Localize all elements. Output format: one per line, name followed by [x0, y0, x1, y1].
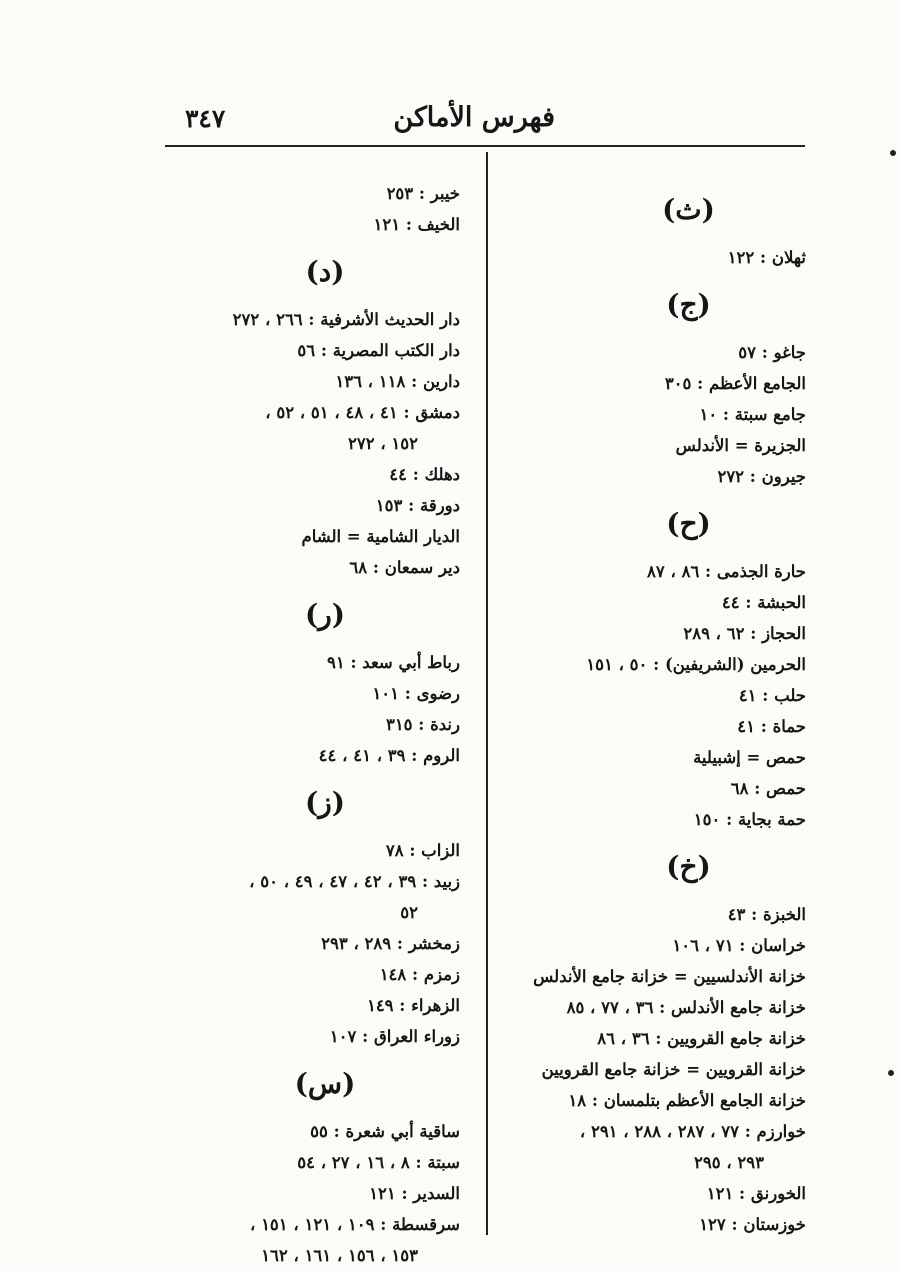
- index-entry: سبتة : ٨ ، ١٦ ، ٢٧ ، ٥٤: [297, 1153, 460, 1172]
- index-entry-continuation: ٢٩٣ ، ٢٩٥: [693, 1153, 764, 1172]
- index-entry: دارين : ١١٨ ، ١٣٦: [335, 372, 460, 391]
- page-header: [165, 100, 805, 142]
- index-entry: ثهلان : ١٢٢: [727, 248, 806, 267]
- section-letter: (ث): [662, 193, 715, 226]
- section-letter: (د): [305, 255, 345, 288]
- index-entry: زبيد : ٣٩ ، ٤٢ ، ٤٧ ، ٤٩ ، ٥٠ ،: [249, 872, 460, 891]
- index-entry: خزانة جامع الأندلس : ٣٦ ، ٧٧ ، ٨٥: [566, 998, 806, 1017]
- section-letter: (س): [294, 1067, 356, 1100]
- index-entry: خوزستان : ١٢٧: [699, 1215, 806, 1234]
- page-number: ٣٤٧: [185, 104, 226, 133]
- index-entry: الجامع الأعظم : ٣٠٥: [664, 374, 806, 393]
- index-entry: الخبزة : ٤٣: [727, 905, 806, 924]
- section-letter: (خ): [666, 850, 711, 883]
- index-entry-continuation: ١٥٢ ، ٢٧٢: [347, 434, 418, 453]
- column-divider: [486, 152, 488, 1235]
- index-entry: زمزم : ١٤٨: [379, 965, 460, 984]
- index-entry: رندة : ٣١٥: [385, 715, 460, 734]
- index-entry: الخيف : ١٢١: [373, 215, 460, 234]
- index-entry-continuation: ٥٢: [400, 903, 418, 922]
- index-entry: رباط أبي سعد : ٩١: [326, 653, 460, 672]
- scan-speck: [888, 1070, 894, 1076]
- index-entry: حمص : ٦٨: [730, 779, 806, 798]
- index-entry: خزانة الجامع الأعظم بتلمسان : ١٨: [568, 1091, 806, 1110]
- index-entry: دار الحديث الأشرفية : ٢٦٦ ، ٢٧٢: [232, 310, 460, 329]
- header-rule: [165, 145, 805, 147]
- index-entry: الروم : ٣٩ ، ٤١ ، ٤٤: [318, 746, 460, 765]
- index-entry: حماة : ٤١: [737, 717, 806, 736]
- index-entry: خيبر : ٢٥٣: [386, 184, 460, 203]
- page-title: فهرس الأماكن: [393, 102, 555, 133]
- index-entry: الخورنق : ١٢١: [706, 1184, 806, 1203]
- index-entry: خوارزم : ٧٧ ، ٢٨٧ ، ٢٨٨ ، ٢٩١ ،: [579, 1122, 806, 1141]
- index-entry: دورقة : ١٥٣: [375, 496, 460, 515]
- index-entry: حمة بجاية : ١٥٠: [693, 810, 806, 829]
- index-entry: دهلك : ٤٤: [389, 465, 460, 484]
- index-entry: الزهراء : ١٤٩: [366, 996, 460, 1015]
- index-entry: زوراء العراق : ١٠٧: [329, 1027, 460, 1046]
- index-entry: دمشق : ٤١ ، ٤٨ ، ٥١ ، ٥٢ ،: [265, 403, 460, 422]
- index-entry: خراسان : ٧١ ، ١٠٦: [672, 936, 806, 955]
- index-entry: زمخشر : ٢٨٩ ، ٢٩٣: [321, 934, 460, 953]
- index-entry: حلب : ٤١: [738, 686, 806, 705]
- section-letter: (ج): [666, 288, 711, 321]
- index-entry: جيرون : ٢٧٢: [717, 467, 806, 486]
- index-entry: خزانة الأندلسيين = خزانة جامع الأندلس: [533, 967, 806, 986]
- index-entry: الحرمين (الشريفين) : ٥٠ ، ١٥١: [586, 655, 806, 674]
- index-entry: جامع سبتة : ١٠: [699, 405, 806, 424]
- index-entry: ساقية أبي شعرة : ٥٥: [310, 1122, 460, 1141]
- index-entry: الجزيرة = الأندلس: [675, 436, 806, 455]
- index-entry: حارة الجذمى : ٨٦ ، ٨٧: [647, 562, 806, 581]
- index-entry: الديار الشامية = الشام: [301, 527, 460, 546]
- index-entry: رضوى : ١٠١: [372, 684, 460, 703]
- section-letter: (ح): [666, 507, 711, 540]
- scan-speck: [890, 150, 896, 156]
- section-letter: (ر): [304, 598, 346, 631]
- index-entry: خزانة القرويين = خزانة جامع القرويين: [541, 1060, 806, 1079]
- index-column-right: [511, 178, 806, 1240]
- index-entry: سرقسطة : ١٠٩ ، ١٢١ ، ١٥١ ،: [249, 1215, 460, 1234]
- index-entry: دار الكتب المصرية : ٥٦: [297, 341, 460, 360]
- index-entry: الزاب : ٧٨: [385, 841, 460, 860]
- index-entry: خزانة جامع القرويين : ٣٦ ، ٨٦: [597, 1029, 806, 1048]
- index-entry-continuation: ١٥٣ ، ١٥٦ ، ١٦١ ، ١٦٢: [261, 1246, 418, 1265]
- index-entry: جاغو : ٥٧: [738, 343, 806, 362]
- index-entry: الحجاز : ٦٢ ، ٢٨٩: [683, 624, 806, 643]
- index-entry: دير سمعان : ٦٨: [349, 558, 460, 577]
- index-entry: حمص = إشبيلية: [693, 748, 806, 767]
- index-entry: السدير : ١٢١: [369, 1184, 460, 1203]
- section-letter: (ز): [304, 786, 346, 819]
- index-entry: الحبشة : ٤٤: [721, 593, 806, 612]
- index-column-left: [160, 178, 460, 1271]
